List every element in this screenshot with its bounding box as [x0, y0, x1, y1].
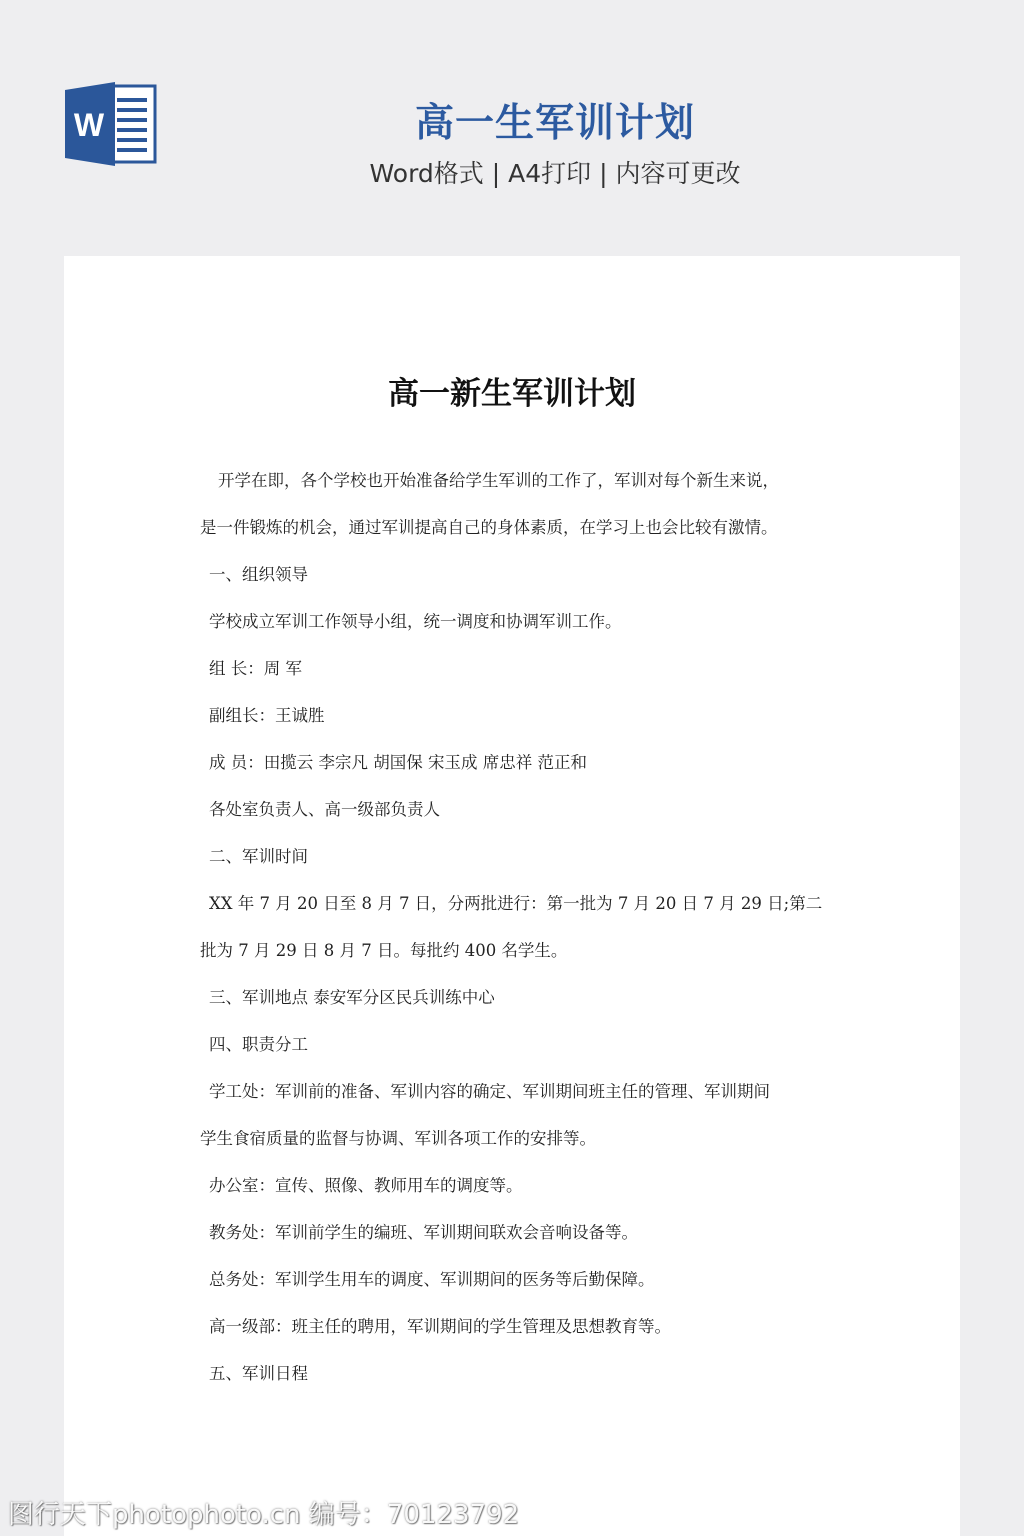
section-heading: 四、职责分工	[209, 1035, 308, 1054]
paragraph-line: 是一件锻炼的机会，通过军训提高自己的身体素质，在学习上也会比较有激情。	[200, 518, 778, 537]
paragraph-line: 办公室：宣传、照像、教师用车的调度等。	[209, 1176, 523, 1195]
paragraph-line: 学生食宿质量的监督与协调、军训各项工作的安排等。	[200, 1129, 596, 1148]
section-heading: 三、军训地点 泰安军分区民兵训练中心	[209, 988, 495, 1007]
document-body	[200, 466, 840, 1406]
header-subtitle: Word格式 | A4打印 | 内容可更改	[369, 159, 741, 188]
section-heading: 五、军训日程	[209, 1364, 308, 1383]
paragraph-line: XX 年 7 月 20 日至 8 月 7 日，分两批进行：第一批为 7 月 20 日 7 月 29 日;第二	[209, 894, 823, 913]
paragraph-line: 副组长：王诚胜	[209, 706, 325, 725]
paragraph-line: 总务处：军训学生用车的调度、军训期间的医务等后勤保障。	[209, 1270, 655, 1289]
paragraph-line: 学工处：军训前的准备、军训内容的确定、军训期间班主任的管理、军训期间	[209, 1082, 770, 1101]
paragraph-line: 开学在即，各个学校也开始准备给学生军训的工作了，军训对每个新生来说，	[218, 471, 779, 490]
svg-text:W: W	[73, 107, 105, 143]
paragraph-line: 各处室负责人、高一级部负责人	[209, 800, 440, 819]
paragraph-line: 批为 7 月 29 日 8 月 7 日。每批约 400 名学生。	[200, 941, 568, 960]
header	[0, 0, 1024, 230]
section-heading: 二、军训时间	[209, 847, 308, 866]
word-document-icon	[65, 82, 157, 166]
section-heading: 一、组织领导	[209, 565, 308, 584]
paragraph-line: 教务处：军训前学生的编班、军训期间联欢会音响设备等。	[209, 1223, 638, 1242]
paragraph-line: 成 员：田揽云 李宗凡 胡国保 宋玉成 席忠祥 范正和	[209, 753, 587, 772]
document-title: 高一新生军训计划	[388, 376, 636, 412]
paragraph-line: 高一级部：班主任的聘用，军训期间的学生管理及思想教育等。	[209, 1317, 671, 1336]
header-title: 高一生军训计划	[414, 101, 695, 146]
watermark: 图行天下photophoto.cn 编号：70123792	[8, 1500, 520, 1530]
paragraph-line: 学校成立军训工作领导小组，统一调度和协调军训工作。	[209, 612, 622, 631]
paragraph-line: 组 长：周 军	[209, 659, 302, 678]
document-page	[64, 256, 960, 1536]
